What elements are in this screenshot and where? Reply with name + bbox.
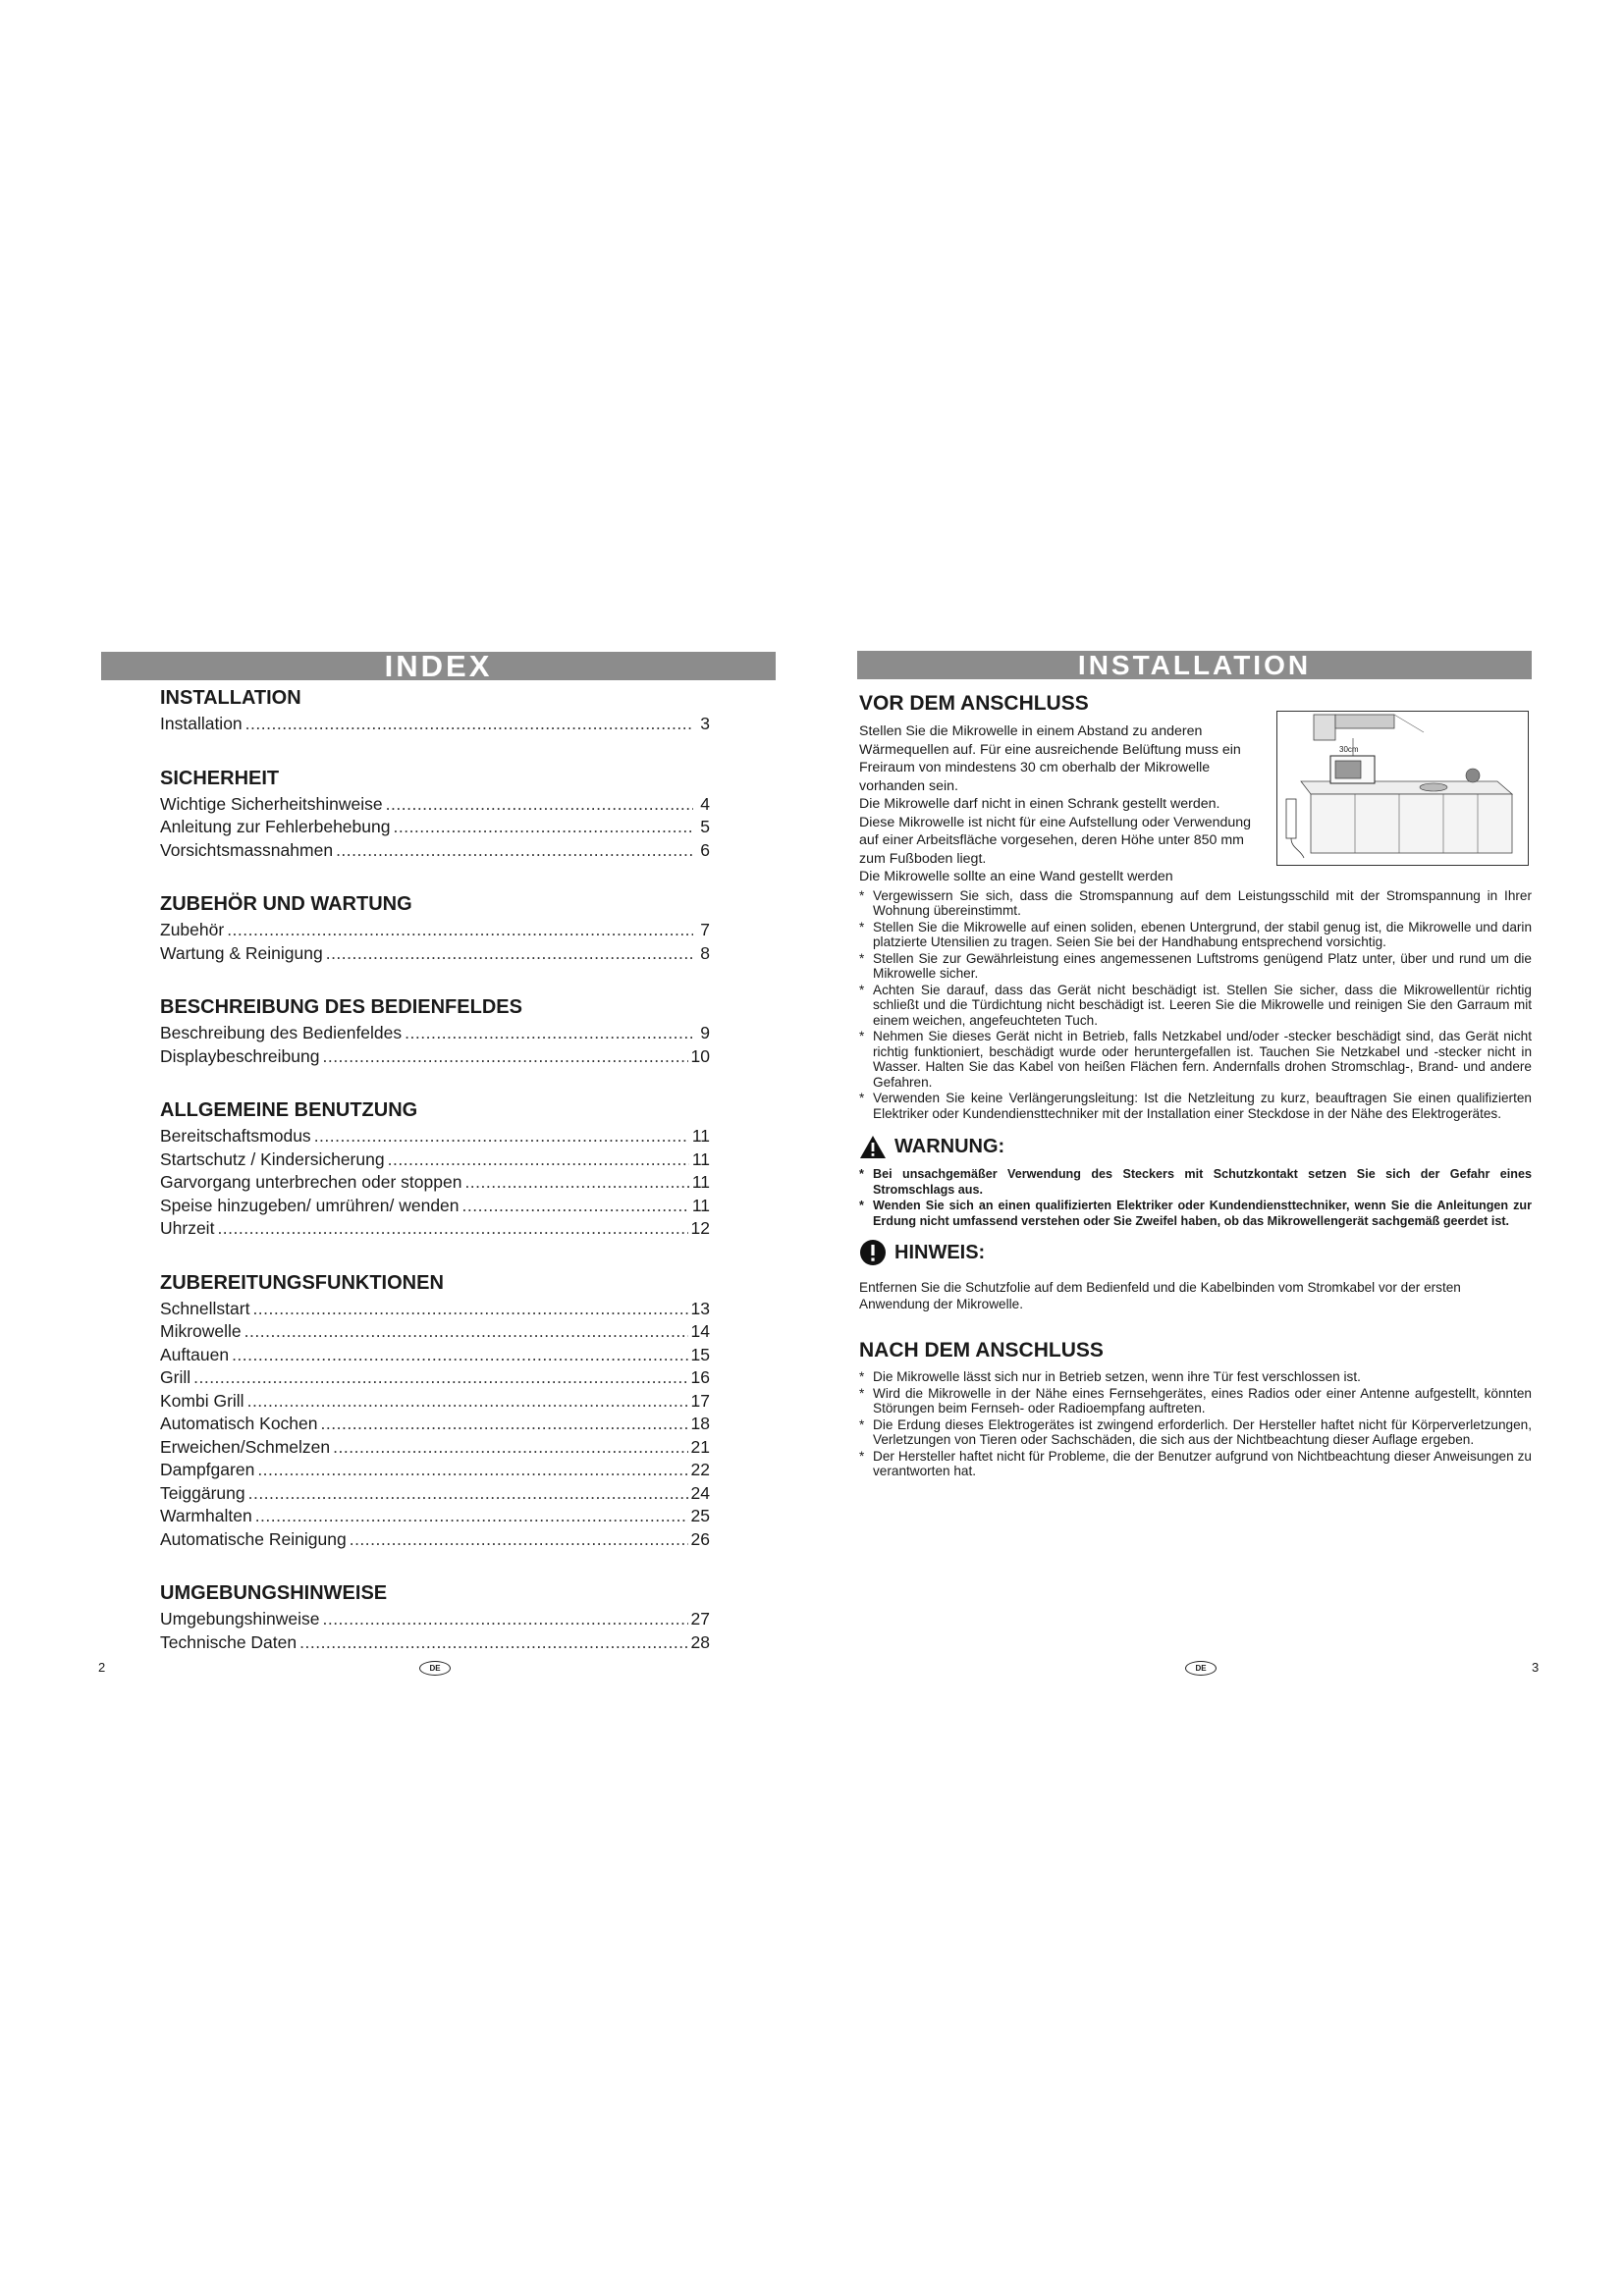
toc-entry-label: Wartung & Reinigung — [160, 942, 323, 963]
warning-heading — [859, 1135, 1532, 1159]
list-item-text: Die Erdung dieses Elektrogerätes ist zwingend erforderlich. Der Hersteller haftet nicht für Körperverletzungen, Verletzungen von Tieren oder Sachschäden, die sich aus der Nichtbeachtung dieser Auflage ergeben. — [873, 1416, 1532, 1447]
toc-leader-dots — [386, 793, 693, 817]
toc-entry-page: 22 — [690, 1460, 710, 1479]
index-banner: INDEX — [101, 652, 776, 680]
toc-entry-label: Kombi Grill — [160, 1390, 244, 1411]
list-item-text: Wenden Sie sich an einen qualifizierten Elektriker oder Kundendiensttechniker, wenn Sie die Anleitungen zur Erdung nicht umfassend verstehen oder Sie Zweifel haben, ob das Mikrowellengerät sachgemäß geerdet ist. — [873, 1199, 1532, 1228]
toc-leader-dots — [321, 1413, 688, 1436]
toc-leader-dots — [464, 1171, 688, 1195]
toc-section-heading: ALLGEMEINE BENUTZUNG — [160, 1099, 418, 1121]
bullet-asterisk: * — [859, 1167, 864, 1181]
toc-section-heading: UMGEBUNGSHINWEISE — [160, 1582, 388, 1604]
after-connection-list — [859, 1369, 1532, 1479]
kitchen-installation-illustration — [1276, 711, 1529, 866]
toc-leader-dots — [350, 1528, 688, 1552]
toc-entry — [160, 1320, 710, 1344]
table-of-contents — [160, 685, 710, 1683]
toc-entry — [160, 1608, 710, 1631]
toc-entry-page: 8 — [700, 942, 710, 963]
list-item — [859, 983, 1532, 1029]
list-item-text: Vergewissern Sie sich, dass die Stromspannung auf dem Leistungsschild mit der Stromspannung in Ihrer Wohnung übereinstimmt. — [873, 887, 1532, 918]
toc-leader-dots — [255, 1505, 688, 1528]
list-item — [859, 1199, 1532, 1229]
list-item-text: Verwenden Sie keine Verlängerungsleitung: Ist die Netzleitung zu kurz, beauftragen Sie einen qualifizierten Elektriker oder Kundendiensttechniker mit der Installation einer Steckdose in der Nähe des Elektrogerätes. — [873, 1091, 1532, 1121]
toc-leader-dots — [333, 1436, 687, 1460]
list-item-text: Stellen Sie die Mikrowelle auf einen soliden, ebenen Untergrund, der stabil genug ist, die Mikrowelle und darin platzierte Utensilien zu tragen. Seien Sie bei der Handhabung entsprechend vorsichtig. — [873, 919, 1532, 949]
toc-leader-dots — [322, 1608, 687, 1631]
toc-entry-label: Uhrzeit — [160, 1218, 215, 1238]
list-item — [859, 1386, 1532, 1416]
toc-leader-dots — [388, 1148, 689, 1172]
list-item — [859, 888, 1532, 919]
list-item-text: Nehmen Sie dieses Gerät nicht in Betrieb, falls Netzkabel und/oder -stecker beschädigt sind, das Gerät nicht richtig funktioniert, beschädigt wurde oder heruntergefallen ist. Tauchen Sie Netzkabel und -stecker nicht in Wasser. Halten Sie das Kabel von heißen Flächen fern. Andernfalls drohen Stromschlag-, Brand- und andere Gefahren. — [873, 1029, 1532, 1090]
toc-entry-label: Warmhalten — [160, 1506, 252, 1525]
toc-entry-page: 11 — [691, 1172, 710, 1192]
toc-entry — [160, 1366, 710, 1390]
bullet-asterisk: * — [859, 950, 865, 966]
toc-entry — [160, 1436, 710, 1460]
toc-entry-page: 11 — [691, 1126, 710, 1146]
toc-entry-page: 3 — [700, 714, 710, 733]
toc-entry-label: Zubehör — [160, 920, 225, 939]
warning-triangle-icon — [859, 1135, 887, 1159]
bullet-asterisk: * — [859, 1416, 865, 1432]
toc-entry-page: 21 — [690, 1436, 710, 1457]
page-number-left: 2 — [98, 1660, 106, 1675]
bullet-asterisk: * — [859, 887, 865, 903]
bullet-asterisk: * — [859, 1029, 865, 1043]
toc-leader-dots — [245, 713, 693, 736]
toc-leader-dots — [217, 1217, 687, 1241]
toc-entry — [160, 1045, 710, 1069]
bullet-asterisk: * — [859, 1385, 865, 1401]
toc-leader-dots — [247, 1390, 688, 1414]
toc-leader-dots — [405, 1022, 693, 1045]
toc-entry-page: 12 — [690, 1218, 710, 1238]
toc-entry — [160, 1413, 710, 1436]
toc-leader-dots — [322, 1045, 687, 1069]
intro-paragraph: Die Mikrowelle darf nicht in einen Schrank gestellt werden. — [859, 796, 1220, 812]
toc-entry-label: Anleitung zur Fehlerbehebung — [160, 817, 391, 836]
de-logo: DE — [419, 1661, 451, 1676]
toc-entry-page: 16 — [690, 1367, 710, 1387]
toc-entry — [160, 1171, 710, 1195]
toc-entry — [160, 713, 710, 736]
toc-entry-page: 15 — [690, 1344, 710, 1364]
toc-entry-page: 5 — [700, 817, 710, 836]
toc-entry-label: Mikrowelle — [160, 1321, 242, 1341]
toc-entry — [160, 1217, 710, 1241]
toc-entry-page: 26 — [690, 1528, 710, 1549]
toc-section — [160, 766, 710, 863]
toc-entry — [160, 793, 710, 817]
toc-entry — [160, 1459, 710, 1482]
list-item — [859, 1417, 1532, 1448]
toc-entry-label: Dampfgaren — [160, 1460, 255, 1479]
note-text: Entfernen Sie die Schutzfolie auf dem Bedienfeld und die Kabelbinden vom Stromkabel vor der ersten Anwendung der Mikrowelle. — [859, 1280, 1461, 1311]
note-heading-text: HINWEIS: — [894, 1241, 986, 1263]
toc-entry-label: Automatisch Kochen — [160, 1414, 318, 1433]
toc-leader-dots — [232, 1344, 687, 1367]
toc-leader-dots — [326, 942, 693, 966]
toc-entry — [160, 1298, 710, 1321]
after-connection-heading: NACH DEM ANSCHLUSS — [859, 1339, 1104, 1362]
toc-entry-page: 4 — [700, 793, 710, 814]
installation-page — [812, 0, 1624, 2296]
list-item-text: Stellen Sie zur Gewährleistung eines angemessenen Luftstroms genügend Platz unter, über und rund um die Mikrowelle sicher. — [873, 950, 1532, 981]
toc-entry-label: Beschreibung des Bedienfeldes — [160, 1023, 403, 1042]
toc-entry — [160, 1505, 710, 1528]
toc-leader-dots — [393, 816, 693, 839]
list-item — [859, 1449, 1532, 1479]
warning-list — [859, 1167, 1532, 1229]
list-item — [859, 920, 1532, 950]
intro-paragraph: Stellen Sie die Mikrowelle in einem Abstand zu anderen Wärmequellen auf. Für eine ausreichende Belüftung muss ein Freiraum von mindestens 30 cm oberhalb der Mikrowelle vorhanden sein. — [859, 723, 1241, 794]
toc-entry-page: 10 — [690, 1045, 710, 1066]
toc-entry-label: Garvorgang unterbrechen oder stoppen — [160, 1172, 462, 1192]
list-item — [859, 1369, 1532, 1385]
note-heading — [859, 1239, 1532, 1266]
toc-entry-label: Grill — [160, 1367, 191, 1387]
bullet-asterisk: * — [859, 919, 865, 934]
toc-entry-label: Wichtige Sicherheitshinweise — [160, 793, 383, 814]
toc-entry-page: 27 — [690, 1609, 710, 1629]
toc-section — [160, 1097, 710, 1241]
toc-leader-dots — [193, 1366, 687, 1390]
toc-entry-label: Umgebungshinweise — [160, 1609, 320, 1629]
warning-heading-text: WARNUNG: — [894, 1136, 1005, 1157]
list-item-text: Der Hersteller haftet nicht für Probleme, die der Benutzer aufgrund von Nichtbeachtung dieser Anweisungen zu verantworten hat. — [873, 1448, 1532, 1478]
toc-entry-label: Bereitschaftsmodus — [160, 1126, 311, 1146]
toc-entry-label: Installation — [160, 714, 243, 733]
toc-entry — [160, 1528, 710, 1552]
page-number-right: 3 — [1532, 1660, 1540, 1675]
toc-entry-page: 11 — [691, 1195, 710, 1215]
toc-entry — [160, 1344, 710, 1367]
toc-section — [160, 994, 710, 1068]
toc-entry-page: 11 — [691, 1148, 710, 1169]
toc-entry — [160, 1125, 710, 1148]
toc-leader-dots — [336, 839, 693, 863]
installation-banner: INSTALLATION — [857, 651, 1532, 679]
intro-paragraph: Die Mikrowelle sollte an eine Wand gestellt werden — [859, 869, 1173, 884]
bullet-asterisk: * — [859, 1448, 865, 1464]
toc-entry-label: Teiggärung — [160, 1482, 245, 1503]
intro-paragraph: Diese Mikrowelle ist nicht für eine Aufstellung oder Verwendung auf einer Arbeitsfläche vorgesehen, deren Höhe unter 850 mm zum Fußboden liegt. — [859, 814, 1252, 867]
toc-entry-label: Speise hinzugeben/ umrühren/ wenden — [160, 1195, 460, 1215]
installation-content — [859, 691, 1532, 1480]
toc-entry-label: Auftauen — [160, 1344, 230, 1364]
toc-entry-page: 28 — [690, 1631, 710, 1652]
toc-entry-label: Technische Daten — [160, 1631, 298, 1652]
toc-section-heading: SICHERHEIT — [160, 767, 280, 789]
list-item — [859, 1091, 1532, 1121]
toc-entry-label: Vorsichtsmassnahmen — [160, 839, 334, 860]
bullet-asterisk: * — [859, 1091, 865, 1105]
toc-leader-dots — [257, 1459, 687, 1482]
toc-leader-dots — [462, 1195, 689, 1218]
toc-section-heading: ZUBEHÖR UND WARTUNG — [160, 893, 412, 915]
list-item-text: Die Mikrowelle lässt sich nur in Betrieb setzen, wenn ihre Tür fest verschlossen ist. — [873, 1369, 1361, 1384]
list-item-text: Wird die Mikrowelle in der Nähe eines Fernsehgerätes, eines Radios oder einer Antenne aufgestellt, könnten Störungen beim Fernseh- oder Radioempfang auftreten. — [873, 1385, 1532, 1415]
toc-entry — [160, 1195, 710, 1218]
toc-entry — [160, 1631, 710, 1655]
toc-entry — [160, 1482, 710, 1506]
toc-leader-dots — [244, 1320, 688, 1344]
toc-section-heading: INSTALLATION — [160, 687, 301, 709]
toc-entry — [160, 1390, 710, 1414]
toc-entry-label: Erweichen/Schmelzen — [160, 1436, 331, 1457]
bullet-asterisk: * — [859, 1199, 864, 1212]
toc-entry-page: 9 — [700, 1023, 710, 1042]
toc-entry — [160, 919, 710, 942]
toc-entry — [160, 1148, 710, 1172]
toc-section — [160, 891, 710, 965]
toc-entry-label: Startschutz / Kindersicherung — [160, 1148, 385, 1169]
toc-entry — [160, 816, 710, 839]
toc-entry-page: 7 — [700, 920, 710, 939]
toc-section — [160, 1580, 710, 1654]
toc-entry-label: Automatische Reinigung — [160, 1528, 347, 1549]
toc-entry-page: 13 — [690, 1298, 710, 1318]
toc-leader-dots — [227, 919, 693, 942]
bullet-asterisk: * — [859, 1369, 865, 1384]
toc-entry-page: 24 — [690, 1482, 710, 1503]
list-item — [859, 1167, 1532, 1198]
toc-entry — [160, 839, 710, 863]
toc-leader-dots — [252, 1298, 687, 1321]
list-item-text: Achten Sie darauf, dass das Gerät nicht beschädigt ist. Stellen Sie sicher, dass die Mikrowellentür richtig schließt und die Türdichtung nicht beschädigt ist. Leeren Sie die Mikrowelle und reinigen Sie den Garraum mit einem weichen, angefeuchteten Tuch. — [873, 982, 1532, 1028]
toc-leader-dots — [248, 1482, 688, 1506]
bullet-asterisk: * — [859, 982, 865, 997]
toc-entry-page: 17 — [690, 1390, 710, 1411]
list-item — [859, 1029, 1532, 1090]
toc-entry-label: Displaybeschreibung — [160, 1045, 320, 1066]
toc-entry-label: Schnellstart — [160, 1298, 250, 1318]
toc-section-heading: BESCHREIBUNG DES BEDIENFELDES — [160, 996, 522, 1018]
de-logo-right: DE — [1185, 1661, 1217, 1676]
toc-leader-dots — [314, 1125, 689, 1148]
intro-paragraphs — [859, 722, 1257, 886]
toc-entry-page: 18 — [690, 1414, 710, 1433]
exclamation-circle-icon — [859, 1239, 887, 1266]
toc-entry-page: 6 — [700, 839, 710, 860]
clearance-label: 30cm — [1339, 745, 1359, 754]
toc-leader-dots — [299, 1631, 687, 1655]
toc-section — [160, 685, 710, 736]
list-item — [859, 951, 1532, 982]
before-connection-heading: VOR DEM ANSCHLUSS — [859, 692, 1089, 715]
toc-section — [160, 1270, 710, 1552]
list-item-text: Bei unsachgemäßer Verwendung des Steckers mit Schutzkontakt setzen Sie sich der Gefahr eines Stromschlags aus. — [873, 1167, 1532, 1197]
toc-section-heading: ZUBEREITUNGSFUNKTIONEN — [160, 1271, 444, 1294]
before-connection-list — [859, 888, 1532, 1122]
toc-entry-page: 14 — [690, 1321, 710, 1341]
toc-entry-page: 25 — [690, 1506, 710, 1525]
toc-entry — [160, 942, 710, 966]
toc-entry — [160, 1022, 710, 1045]
